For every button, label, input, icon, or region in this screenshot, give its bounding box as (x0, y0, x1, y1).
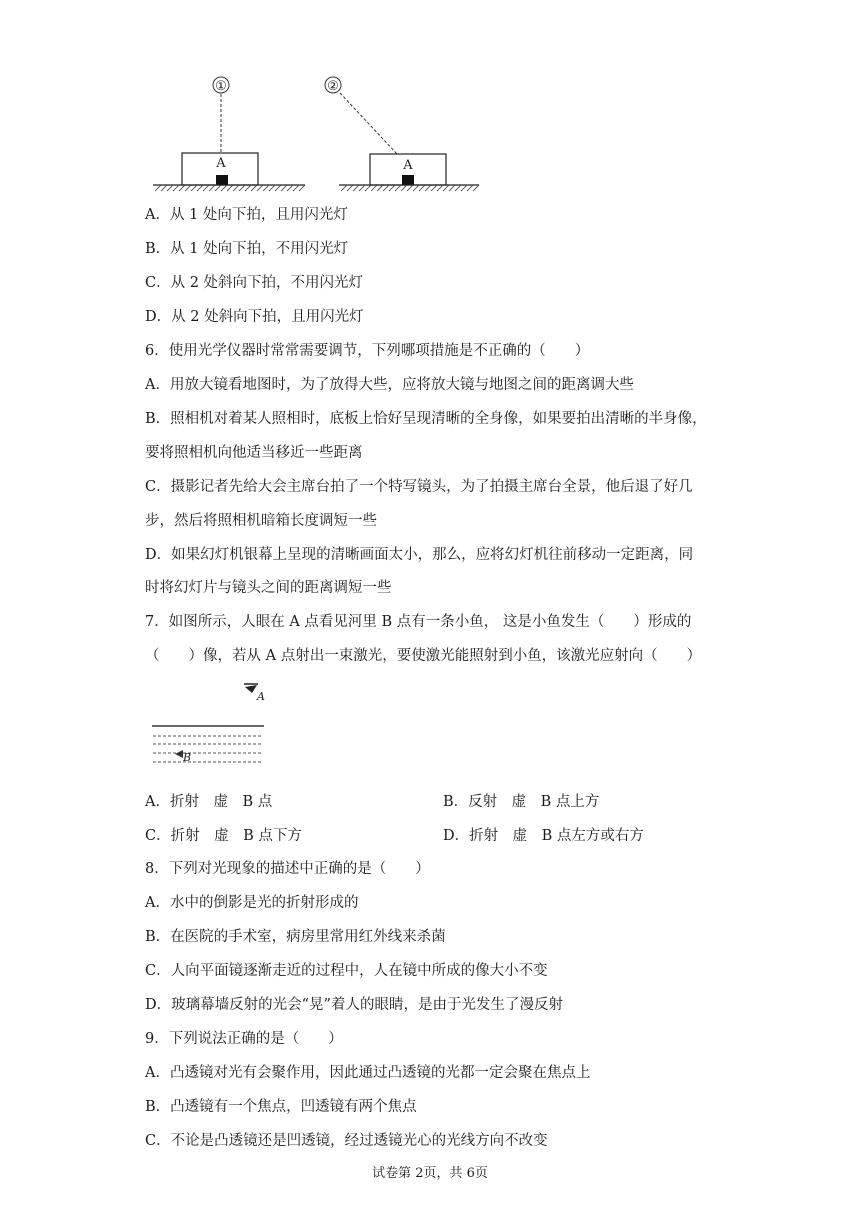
q7-option-d: D．折射 虚 B 点左方或右方 (443, 828, 644, 844)
left-box-label: A (216, 156, 226, 171)
q8-option-c: C．人向平面镜逐渐走近的过程中，人在镜中所成的像大小不变 (145, 963, 548, 979)
q6-stem: 6．使用光学仪器时常常需要调节，下列哪项措施是不正确的（ ） (145, 343, 590, 359)
q6-option-d-line1: D．如果幻灯机银幕上呈现的清晰画面太小，那么，应将幻灯机往前移动一定距离，同 (145, 547, 694, 563)
left-ground-hatching (155, 185, 305, 191)
q8-option-a: A．水中的倒影是光的折射形成的 (145, 895, 359, 911)
eye-label: A (257, 690, 265, 703)
q5-option-a: A．从 1 处向下拍，且用闪光灯 (145, 207, 348, 223)
fish-label: B (183, 751, 192, 764)
q9-option-b: B．凸透镜有一个焦点，凹透镜有两个焦点 (145, 1099, 417, 1115)
q5-option-b: B．从 1 处向下拍，不用闪光灯 (145, 241, 349, 257)
left-object-a (216, 175, 228, 185)
q8-stem: 8．下列对光现象的描述中正确的是（ ） (145, 861, 430, 877)
q7-stem-line2: （ ）像，若从 A 点射出一束激光，要使激光能照射到小鱼，该激光应射向（ ） (145, 648, 702, 664)
position-2-marker: ② (327, 79, 339, 94)
q6-option-c-line1: C．摄影记者先给大会主席台拍了一个特写镜头，为了拍摄主席台全景，他后退了好几 (145, 479, 693, 495)
q7-option-b: B．反射 虚 B 点上方 (443, 794, 600, 810)
page-footer: 试卷第 2页，共 6页 (372, 1166, 488, 1181)
right-box-label: A (403, 158, 413, 173)
position-1-marker: ① (215, 79, 227, 94)
q6-option-d-line2: 时将幻灯片与镜头之间的距离调短一些 (145, 580, 392, 596)
camera-position-figure (145, 72, 485, 194)
position-2-dashed-line (340, 93, 397, 154)
eye-icon (245, 685, 257, 693)
q6-option-a: A．用放大镜看地图时，为了放得大些，应将放大镜与地图之间的距离调大些 (145, 377, 634, 393)
right-object-a (402, 175, 414, 185)
q6-option-c-line2: 步，然后将照相机暗箱长度调短一些 (145, 513, 377, 529)
river-fish-figure (145, 678, 285, 770)
q9-option-c: C．不论是凸透镜还是凹透镜，经过透镜光心的光线方向不改变 (145, 1133, 548, 1149)
q5-option-c: C．从 2 处斜向下拍，不用闪光灯 (145, 275, 364, 291)
q7-option-c: C．折射 虚 B 点下方 (145, 828, 302, 844)
q8-option-b: B．在医院的手术室，病房里常用红外线来杀菌 (145, 929, 446, 945)
q5-option-d: D．从 2 处斜向下拍，且用闪光灯 (145, 309, 364, 325)
right-ground-hatching (341, 185, 479, 191)
fish-icon (175, 750, 183, 758)
q7-stem-line1: 7．如图所示，人眼在 A 点看见河里 B 点有一条小鱼， 这是小鱼发生（ ）形成的 (145, 614, 692, 630)
q9-stem: 9．下列说法正确的是（ ） (145, 1031, 343, 1047)
q6-option-b-line2: 要将照相机向他适当移近一些距离 (145, 445, 363, 461)
q9-option-a: A．凸透镜对光有会聚作用，因此通过凸透镜的光都一定会聚在焦点上 (145, 1065, 591, 1081)
q6-option-b-line1: B．照相机对着某人照相时，底板上恰好呈现清晰的全身像，如果要拍出清晰的半身像， (145, 411, 707, 427)
q7-option-a: A．折射 虚 B 点 (145, 794, 273, 810)
q8-option-d: D．玻璃幕墙反射的光会“晃”着人的眼睛，是由于光发生了漫反射 (145, 997, 563, 1013)
